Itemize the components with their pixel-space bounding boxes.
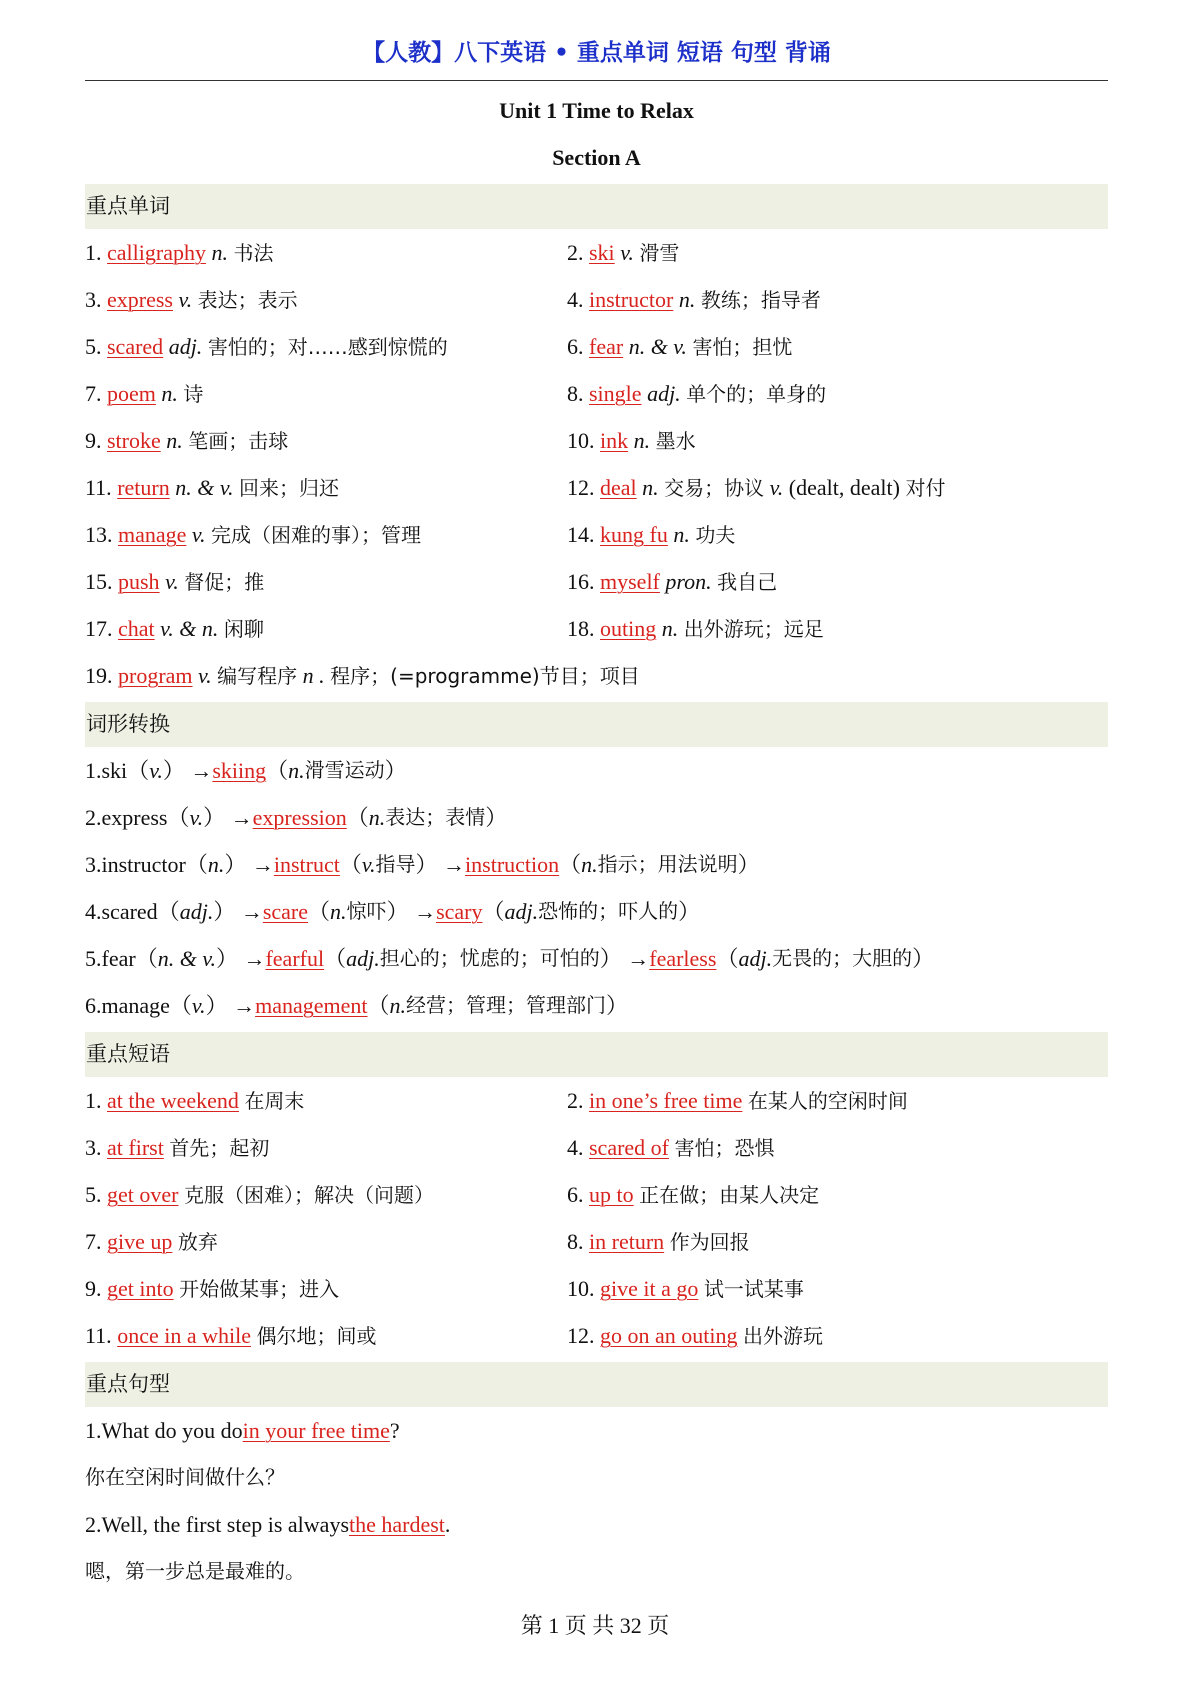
- item-number: 2.: [567, 1088, 589, 1113]
- phrase-item: [85, 1171, 567, 1218]
- vocab-word: ink: [600, 428, 629, 453]
- meaning: 交易；协议: [664, 476, 765, 500]
- item-number: 5.: [85, 334, 107, 359]
- phrase-item: [85, 1312, 567, 1359]
- phrase-item: [567, 1312, 1049, 1359]
- phrase: go on an outing: [600, 1323, 738, 1348]
- meaning: 墨水: [655, 429, 696, 453]
- sentence-row: [85, 1501, 1108, 1548]
- part-of-speech: n.: [211, 240, 228, 265]
- vocab-item: [85, 417, 567, 464]
- vocab-item: [85, 652, 1108, 699]
- vocab-row: [85, 605, 1108, 652]
- part-of-speech: v.: [149, 758, 163, 783]
- item-number: 16.: [567, 569, 600, 594]
- sentences-list: [85, 1407, 1108, 1595]
- meaning: 单个的；单身的: [686, 382, 827, 406]
- phrase: scared of: [589, 1135, 670, 1160]
- base-word: ski: [101, 758, 128, 783]
- item-number: 17.: [85, 616, 118, 641]
- header-divider: [85, 80, 1108, 81]
- item-number: 4.: [567, 1135, 589, 1160]
- part-of-speech: v.: [191, 522, 206, 547]
- word-form-row: 2. express （ v. ） → expression （ n. 表达；表情 ）: [85, 794, 1108, 841]
- vocab-item: [567, 558, 1049, 605]
- vocab-list: [85, 229, 1108, 699]
- page-footer: 第 1 页 共 32 页: [520, 1613, 670, 1638]
- meaning: 克服（困难）；解决（问题）: [183, 1183, 434, 1207]
- phrase-row: [85, 1265, 1108, 1312]
- part-of-speech: adj.: [647, 381, 681, 406]
- meaning: 无畏的；大胆的: [772, 946, 913, 970]
- sentence-text: What do you do: [101, 1418, 243, 1443]
- sentence-translation: 你在空闲时间做什么？: [85, 1465, 285, 1489]
- vocab-word: chat: [118, 616, 155, 641]
- phrase: at the weekend: [107, 1088, 239, 1113]
- item-number: 6.: [567, 334, 589, 359]
- phrase: up to: [589, 1182, 634, 1207]
- meaning: 正在做；由某人决定: [639, 1183, 820, 1207]
- item-number: 5.: [85, 946, 102, 971]
- item-number: 6.: [567, 1182, 589, 1207]
- vocab-word: outing: [600, 616, 657, 641]
- item-number: 1.: [85, 1088, 107, 1113]
- derived-word: skiing: [212, 758, 267, 783]
- item-number: 1.: [85, 240, 107, 265]
- item-number: 18.: [567, 616, 600, 641]
- item-number: 8.: [567, 1229, 589, 1254]
- phrase-item: [567, 1265, 1049, 1312]
- part-of-speech: adj.: [738, 946, 773, 971]
- vocab-row: [85, 652, 1108, 699]
- item-number: 19.: [85, 663, 118, 688]
- word-form-row: 3. instructor （ n. ） → instruct （ v. 指导 ） → instruction （ n. 指示；用法说明 ）: [85, 841, 1108, 888]
- part-of-speech: n.: [288, 758, 305, 783]
- phrase: in one’s free time: [589, 1088, 743, 1113]
- part-of-speech: v.: [165, 569, 179, 594]
- item-number: 3.: [85, 287, 107, 312]
- part-of-speech: n .: [302, 663, 325, 688]
- item-number: 13.: [85, 522, 118, 547]
- phrase: at first: [107, 1135, 164, 1160]
- part-of-speech: adj.: [168, 334, 203, 359]
- phrase: in return: [589, 1229, 665, 1254]
- meaning: 滑雪运动: [304, 758, 385, 782]
- vocab-item: [85, 464, 567, 511]
- vocab-item: [85, 229, 567, 276]
- item-number: 4.: [567, 287, 589, 312]
- meaning: 我自己: [717, 570, 778, 594]
- derived-word: fearless: [649, 946, 717, 971]
- part-of-speech: adj.: [346, 946, 380, 971]
- phrase-item: [85, 1265, 567, 1312]
- vocab-word: push: [118, 569, 160, 594]
- meaning: 在某人的空闲时间: [747, 1089, 908, 1113]
- phrase-item: [567, 1218, 1049, 1265]
- phrase-row: [85, 1171, 1108, 1218]
- meaning: 诗: [183, 382, 204, 406]
- item-number: 4.: [85, 899, 102, 924]
- part-of-speech: n.: [642, 475, 659, 500]
- derived-word: fearful: [265, 946, 325, 971]
- vocab-item: [85, 511, 567, 558]
- item-number: 12.: [567, 475, 600, 500]
- vocab-word: kung fu: [600, 522, 668, 547]
- item-number: 7.: [85, 381, 107, 406]
- part-of-speech: n.: [389, 993, 406, 1018]
- phrase: give it a go: [600, 1276, 699, 1301]
- vocab-item: [567, 511, 1049, 558]
- sentence-key-phrase: the hardest: [349, 1512, 445, 1537]
- part-of-speech: v. & n.: [160, 616, 219, 641]
- phrase-row: [85, 1124, 1108, 1171]
- word-forms-list: [85, 747, 1108, 1029]
- part-of-speech: n.: [368, 805, 386, 830]
- derived-word: management: [255, 993, 368, 1018]
- vocab-word: return: [117, 475, 170, 500]
- meaning: 害怕；恐惧: [674, 1136, 775, 1160]
- vocab-row: [85, 511, 1108, 558]
- document-page: [85, 0, 1108, 1595]
- phrase-row: [85, 1218, 1108, 1265]
- meaning: 作为回报: [669, 1230, 750, 1254]
- part-of-speech: adj.: [179, 899, 214, 924]
- meaning: 完成（困难的事）；管理: [211, 523, 422, 547]
- part-of-speech: n. & v.: [175, 475, 234, 500]
- meaning: 在周末: [244, 1089, 305, 1113]
- meaning: 放弃: [177, 1230, 218, 1254]
- phrases-heading: 重点短语: [85, 1032, 1108, 1077]
- base-word: scared: [101, 899, 158, 924]
- item-number: 10.: [567, 1276, 600, 1301]
- vocab-word: program: [118, 663, 193, 688]
- word-form-row: 5. fear （ n. & v. ） → fearful （ adj. 担心的；忧虑的；可怕的 ） → fearless （ adj. 无畏的；大胆的 ）: [85, 935, 1108, 982]
- derived-word: scare: [262, 899, 309, 924]
- base-word: manage: [101, 993, 170, 1018]
- vocab-word: manage: [118, 522, 187, 547]
- vocab-item: [85, 370, 567, 417]
- item-number: 2.: [567, 240, 589, 265]
- vocab-item: [85, 558, 567, 605]
- base-word: fear: [101, 946, 136, 971]
- vocab-row: [85, 370, 1108, 417]
- base-word: express: [101, 805, 168, 830]
- phrases-list: [85, 1077, 1108, 1359]
- vocab-word: myself: [600, 569, 660, 594]
- meaning: 程序；(=programme)节目；项目: [330, 664, 640, 688]
- item-number: 14.: [567, 522, 600, 547]
- phrase-item: [567, 1171, 1049, 1218]
- item-number: 8.: [567, 381, 589, 406]
- part-of-speech: n. & v.: [157, 946, 216, 971]
- item-number: 3.: [85, 852, 102, 877]
- vocab-item: [567, 464, 1049, 511]
- phrase: get over: [107, 1182, 179, 1207]
- sentence-row: [85, 1407, 1108, 1454]
- part-of-speech: pron.: [665, 569, 712, 594]
- item-number: 10.: [567, 428, 600, 453]
- vocab-word: express: [107, 287, 173, 312]
- sentence-key-phrase: in your free time: [242, 1418, 390, 1443]
- vocab-word: scared: [107, 334, 164, 359]
- part-of-speech: n.: [678, 287, 696, 312]
- vocab-row: [85, 558, 1108, 605]
- meaning: 出外游玩；远足: [683, 617, 824, 641]
- word-form-row: 4. scared （ adj. ） → scare （ n. 惊吓 ） → scary （ adj. 恐怖的；吓人的 ）: [85, 888, 1108, 935]
- part-of-speech: n.: [207, 852, 225, 877]
- meaning: 恐怖的；吓人的: [538, 899, 679, 923]
- sentence-text: Well, the first step is always: [101, 1512, 350, 1537]
- meaning: 担心的；忧虑的；可怕的: [379, 946, 600, 970]
- vocab-heading: 重点单词: [85, 184, 1108, 229]
- vocab-word: ski: [589, 240, 615, 265]
- meaning: 惊吓: [346, 899, 387, 923]
- vocab-row: [85, 464, 1108, 511]
- sentence-text: ?: [389, 1418, 400, 1443]
- item-number: 7.: [85, 1229, 107, 1254]
- vocab-word: deal: [600, 475, 637, 500]
- meaning: 经营；管理；管理部门: [406, 993, 606, 1017]
- meaning: 滑雪: [639, 241, 680, 265]
- sentences-heading: 重点句型: [85, 1362, 1108, 1407]
- derived-word: scary: [436, 899, 483, 924]
- vocab-word: fear: [589, 334, 624, 359]
- item-number: 2.: [85, 805, 102, 830]
- part-of-speech: v.: [198, 663, 212, 688]
- meaning: 出外游玩: [743, 1324, 823, 1348]
- phrase-item: [85, 1124, 567, 1171]
- meaning: 开始做某事；进入: [179, 1277, 340, 1301]
- meaning: 督促；推: [184, 570, 265, 594]
- item-number: 15.: [85, 569, 118, 594]
- meaning: 指导: [375, 852, 416, 876]
- vocab-word: poem: [107, 381, 156, 406]
- meaning: 对付: [905, 476, 946, 500]
- sentence-text: .: [444, 1512, 451, 1537]
- vocab-word: stroke: [107, 428, 161, 453]
- forms-heading: 词形转换: [85, 702, 1108, 747]
- part-of-speech: v.: [361, 852, 376, 877]
- vocab-row: [85, 276, 1108, 323]
- meaning: 试一试某事: [703, 1277, 804, 1301]
- meaning: 指示；用法说明: [597, 852, 738, 876]
- meaning: 闲聊: [223, 617, 264, 641]
- derived-word: instruct: [273, 852, 340, 877]
- section-title: Section A: [552, 145, 641, 170]
- part-of-speech: n.: [330, 899, 347, 924]
- meaning: 教练；指导者: [700, 288, 821, 312]
- item-number: 3.: [85, 1135, 107, 1160]
- sentence-translation: 嗯，第一步总是最难的。: [85, 1559, 305, 1583]
- item-number: 12.: [567, 1323, 600, 1348]
- phrase-item: [85, 1218, 567, 1265]
- phrase-item: [567, 1077, 1049, 1124]
- part-of-speech: n. & v.: [628, 334, 687, 359]
- part-of-speech: v.: [189, 805, 204, 830]
- vocab-item: [567, 605, 1049, 652]
- item-number: 6.: [85, 993, 102, 1018]
- item-number: 11.: [85, 475, 118, 500]
- phrase-row: [85, 1077, 1108, 1124]
- document-header: 【人教】八下英语 • 重点单词 短语 句型 背诵: [362, 40, 831, 66]
- vocab-row: [85, 323, 1108, 370]
- vocab-item: [567, 229, 1049, 276]
- item-number: 1.: [85, 1418, 102, 1443]
- part-of-speech: n.: [661, 616, 679, 641]
- part-of-speech: n.: [161, 381, 178, 406]
- derived-word: expression: [252, 805, 347, 830]
- base-word: instructor: [101, 852, 186, 877]
- meaning: 书法: [233, 241, 274, 265]
- vocab-item: [85, 323, 567, 370]
- vocab-row: [85, 229, 1108, 276]
- part-of-speech: adj.: [504, 899, 539, 924]
- vocab-item: [85, 276, 567, 323]
- word-form-row: 6. manage （ v. ） → management （ n. 经营；管理；管理部门 ）: [85, 982, 1108, 1029]
- vocab-word: calligraphy: [107, 240, 206, 265]
- meaning: 回来；归还: [238, 476, 339, 500]
- phrase: get into: [107, 1276, 174, 1301]
- part-of-speech: n.: [633, 428, 651, 453]
- unit-title: Unit 1 Time to Relax: [499, 98, 694, 123]
- vocab-row: [85, 417, 1108, 464]
- item-number: 2.: [85, 1512, 102, 1537]
- meaning: 首先；起初: [169, 1136, 270, 1160]
- part-of-speech: n.: [581, 852, 598, 877]
- vocab-item: [567, 276, 1049, 323]
- meaning: 表达；表示: [197, 288, 298, 312]
- vocab-word: instructor: [589, 287, 674, 312]
- meaning: 笔画；击球: [188, 429, 289, 453]
- item-number: 5.: [85, 1182, 107, 1207]
- word-form-row: 1. ski （ v. ） → skiing （ n. 滑雪运动 ）: [85, 747, 1108, 794]
- item-number: 1.: [85, 758, 102, 783]
- derived-word: instruction: [465, 852, 560, 877]
- vocab-item: [85, 605, 567, 652]
- part-of-speech: v.: [769, 475, 784, 500]
- vocab-item: [567, 417, 1049, 464]
- meaning: 表达；表情: [385, 805, 486, 829]
- vocab-item: [567, 370, 1049, 417]
- part-of-speech: v.: [620, 240, 634, 265]
- meaning: 偶尔地；间或: [256, 1324, 377, 1348]
- item-number: 11.: [85, 1323, 118, 1348]
- item-number: 9.: [85, 1276, 107, 1301]
- item-number: 9.: [85, 428, 107, 453]
- vocab-word: single: [589, 381, 642, 406]
- part-of-speech: n.: [166, 428, 183, 453]
- phrase-item: [85, 1077, 567, 1124]
- meaning: 功夫: [695, 523, 736, 547]
- phrase-row: [85, 1312, 1108, 1359]
- meaning: 编写程序: [217, 664, 298, 688]
- phrase: give up: [107, 1229, 173, 1254]
- part-of-speech: v.: [178, 287, 193, 312]
- meaning: 害怕的；对……感到惊慌的: [207, 335, 448, 359]
- part-of-speech: v.: [191, 993, 206, 1018]
- part-of-speech: n.: [673, 522, 690, 547]
- phrase-item: [567, 1124, 1049, 1171]
- vocab-item: [567, 323, 1049, 370]
- meaning: 害怕；担忧: [692, 335, 793, 359]
- phrase: once in a while: [117, 1323, 251, 1348]
- word-forms: (dealt, dealt): [788, 475, 900, 500]
